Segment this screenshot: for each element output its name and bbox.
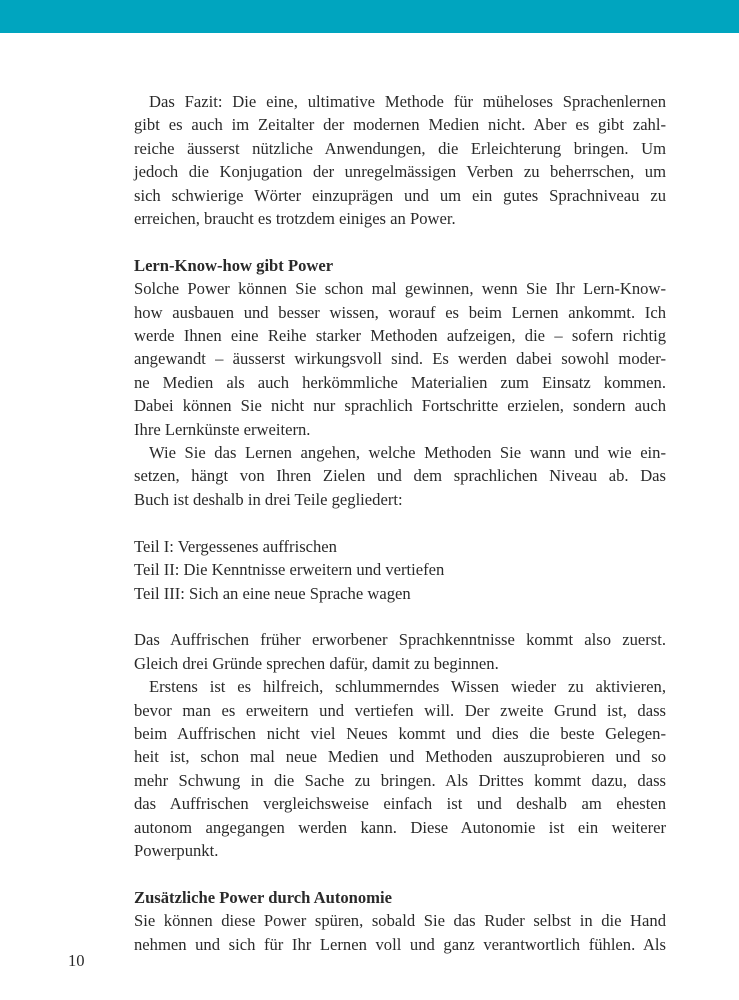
text-line: Dabei können Sie nicht nur sprachlich Fortschritte erzielen, sondern auch: [134, 396, 666, 416]
page-number: 10: [68, 951, 85, 970]
parts-list: [134, 535, 666, 605]
text-line: mehr Schwung in die Sache zu bringen. Als Drittes kommt dazu, dass: [134, 770, 666, 790]
text-line: werde Ihnen eine Reihe starker Methoden aufzeigen, die – sofern richtig: [134, 326, 666, 346]
list-item: Teil III: Sich an eine neue Sprache wagen: [134, 583, 411, 603]
text-line: Sie können diese Power spüren, sobald Sie das Ruder selbst in die Hand: [134, 911, 666, 931]
text-line: Ihre Lernkünste erweitern.: [134, 419, 311, 439]
text-line: Gleich drei Gründe sprechen dafür, damit zu beginnen.: [134, 653, 499, 673]
text-line: sich schwierige Wörter einzuprägen und um ein gutes Sprachniveau zu: [134, 185, 666, 205]
text-line: angewandt – äusserst wirkungsvoll sind. Es werden dabei sowohl moder-: [134, 349, 666, 369]
page-body: [134, 90, 666, 956]
text-line: Das Fazit: Die eine, ultimative Methode für müheloses Sprachenlernen: [149, 92, 666, 111]
text-line: Das Auffrischen früher erworbener Sprachkenntnisse kommt also zuerst.: [134, 630, 666, 650]
paragraph-lern-know-how: [134, 277, 666, 441]
section-heading-lern-know-how: Lern-Know-how gibt Power: [134, 255, 334, 275]
list-item: Teil I: Vergessenes auffrischen: [134, 536, 337, 556]
paragraph-autonomie: [134, 909, 666, 956]
text-line: reiche äusserst nützliche Anwendungen, die Erleichterung bringen. Um: [134, 138, 666, 158]
section-heading-autonomie: Zusätzliche Power durch Autonomie: [134, 887, 392, 907]
paragraph-lernen-angehen: [134, 441, 666, 511]
text-line: setzen, hängt von Ihren Zielen und dem sprachlichen Niveau ab. Das: [134, 466, 666, 486]
header-bar: [0, 0, 739, 33]
paragraph-erstens: [134, 675, 666, 862]
text-line: erreichen, braucht es trotzdem einiges an Power.: [134, 209, 456, 229]
paragraph-auffrischen: [134, 628, 666, 675]
text-line: gibt es auch im Zeitalter der modernen Medien nicht. Aber es gibt zahl-: [134, 115, 666, 135]
text-line: autonom angegangen werden kann. Diese Autonomie ist ein weiterer: [134, 817, 666, 837]
text-line: Buch ist deshalb in drei Teile gegliedert:: [134, 489, 403, 509]
list-item: Teil II: Die Kenntnisse erweitern und vertiefen: [134, 560, 445, 580]
text-line: Erstens ist es hilfreich, schlummerndes Wissen wieder zu aktivieren,: [149, 677, 666, 697]
text-line: beim Auffrischen nicht viel Neues kommt und dies die beste Gelegen-: [134, 723, 666, 743]
paragraph-fazit: [134, 90, 666, 230]
text-line: nehmen und sich für Ihr Lernen voll und ganz verantwortlich fühlen. Als: [134, 934, 666, 954]
text-line: bevor man es erweitern und vertiefen will. Der zweite Grund ist, dass: [134, 700, 666, 720]
text-line: how ausbauen und besser wissen, worauf es beim Lernen ankommt. Ich: [134, 302, 666, 322]
text-line: ne Medien als auch herkömmliche Materialien zum Einsatz kommen.: [134, 372, 666, 392]
text-line: heit ist, schon mal neue Medien und Methoden auszuprobieren und so: [134, 747, 666, 767]
text-line: Solche Power können Sie schon mal gewinnen, wenn Sie Ihr Lern-Know-: [134, 279, 666, 299]
text-line: Powerpunkt.: [134, 840, 219, 860]
text-line: das Auffrischen vergleichsweise einfach ist und deshalb am ehesten: [134, 794, 666, 814]
text-line: jedoch die Konjugation der unregelmässigen Verben zu beherrschen, um: [134, 162, 666, 182]
text-line: Wie Sie das Lernen angehen, welche Methoden Sie wann und wie ein-: [149, 443, 666, 463]
